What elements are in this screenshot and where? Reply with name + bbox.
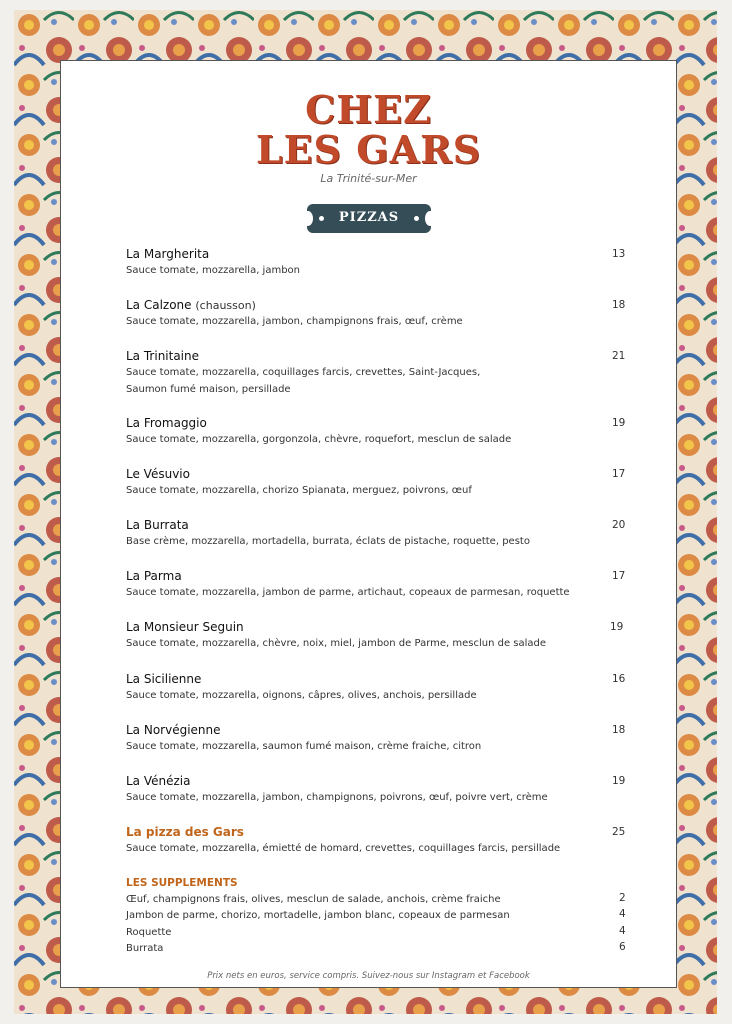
item-description: Sauce tomate, mozzarella, saumon fumé maison, crème fraiche, citron: [126, 741, 482, 752]
item-price: 19: [612, 417, 626, 429]
menu-item: [126, 568, 626, 601]
item-description: Sauce tomate, mozzarella, chèvre, noix, miel, jambon de Parme, mesclun de salade: [126, 638, 547, 649]
menu-item: [126, 517, 626, 550]
item-price: 21: [612, 350, 626, 362]
item-description: Sauce tomate, mozzarella, oignons, câpres, olives, anchois, persillade: [126, 690, 477, 701]
supplement-row: Burrata: [126, 943, 164, 954]
item-name: Le Vésuvio: [126, 467, 190, 481]
supplement-price: 2: [619, 892, 626, 904]
item-description: Sauce tomate, mozzarella, jambon: [126, 265, 301, 276]
section-badge-pizzas: [307, 204, 431, 233]
supplement-row: Roquette: [126, 927, 172, 938]
item-name: La Norvégienne: [126, 723, 221, 737]
item-price: 17: [612, 468, 626, 480]
menu-item: [126, 246, 626, 279]
item-price: 13: [612, 248, 626, 260]
menu-item: [126, 415, 626, 448]
section-title: PIZZAS: [338, 210, 400, 225]
menu-item: [126, 619, 626, 652]
supplement-row: Jambon de parme, chorizo, mortadelle, jambon blanc, copeaux de parmesan: [126, 910, 510, 921]
menu-card: [60, 60, 677, 988]
location-subtitle: La Trinité-sur-Mer: [320, 172, 417, 185]
item-description: Sauce tomate, mozzarella, chorizo Spianata, merguez, poivrons, œuf: [126, 485, 472, 496]
item-price: 17: [612, 570, 626, 582]
item-name: La Burrata: [126, 518, 189, 532]
item-description: Base crème, mozzarella, mortadella, burrata, éclats de pistache, roquette, pesto: [126, 536, 530, 547]
item-description: Sauce tomate, mozzarella, coquillages farcis, crevettes, Saint-Jacques,: [126, 367, 481, 378]
item-name: La pizza des Gars: [126, 825, 244, 839]
item-price: 16: [612, 673, 626, 685]
menu-item: [126, 722, 626, 755]
item-name: La Parma: [126, 569, 182, 583]
item-price: 19: [612, 775, 626, 787]
item-price: 20: [612, 519, 626, 531]
item-price: 18: [612, 299, 626, 311]
item-description-line2: Saumon fumé maison, persillade: [126, 384, 291, 395]
menu-item: [126, 297, 626, 330]
supplement-price: 4: [619, 908, 626, 920]
restaurant-name-line1: CHEZ: [305, 87, 432, 132]
item-price: 25: [612, 826, 626, 838]
menu-item-highlight: [126, 824, 626, 857]
item-price: 18: [612, 724, 626, 736]
item-description: Sauce tomate, mozzarella, jambon de parme, artichaut, copeaux de parmesan, roquette: [126, 587, 570, 598]
supplement-price: 6: [619, 941, 626, 953]
item-description: Sauce tomate, mozzarella, jambon, champignons frais, œuf, crème: [126, 316, 463, 327]
menu-item: [126, 348, 626, 398]
menu-item: [126, 773, 626, 806]
item-description: Sauce tomate, mozzarella, émietté de homard, crevettes, coquillages farcis, persillade: [126, 843, 561, 854]
supplements-title: LES SUPPLEMENTS: [126, 877, 238, 889]
menu-item: [126, 671, 626, 704]
item-name: La Margherita: [126, 247, 210, 261]
supplement-price: 4: [619, 925, 626, 937]
item-description: Sauce tomate, mozzarella, gorgonzola, chèvre, roquefort, mesclun de salade: [126, 434, 512, 445]
footer-note: Prix nets en euros, service compris. Suivez-nous sur Instagram et Facebook: [207, 971, 530, 981]
item-name: La Vénézia: [126, 774, 191, 788]
item-price: 19: [610, 621, 624, 633]
menu-item: [126, 466, 626, 499]
restaurant-name-line2: LES GARS: [255, 127, 482, 172]
supplement-row: Œuf, champignons frais, olives, mesclun de salade, anchois, crème fraiche: [126, 894, 501, 905]
item-note: (chausson): [195, 299, 256, 312]
item-description: Sauce tomate, mozzarella, jambon, champignons, poivrons, œuf, poivre vert, crème: [126, 792, 548, 803]
item-name: La Fromaggio: [126, 416, 207, 430]
item-name: La Sicilienne: [126, 672, 202, 686]
item-name: La Calzone: [126, 298, 192, 312]
item-name: La Monsieur Seguin: [126, 620, 244, 634]
item-name: La Trinitaine: [126, 349, 200, 363]
